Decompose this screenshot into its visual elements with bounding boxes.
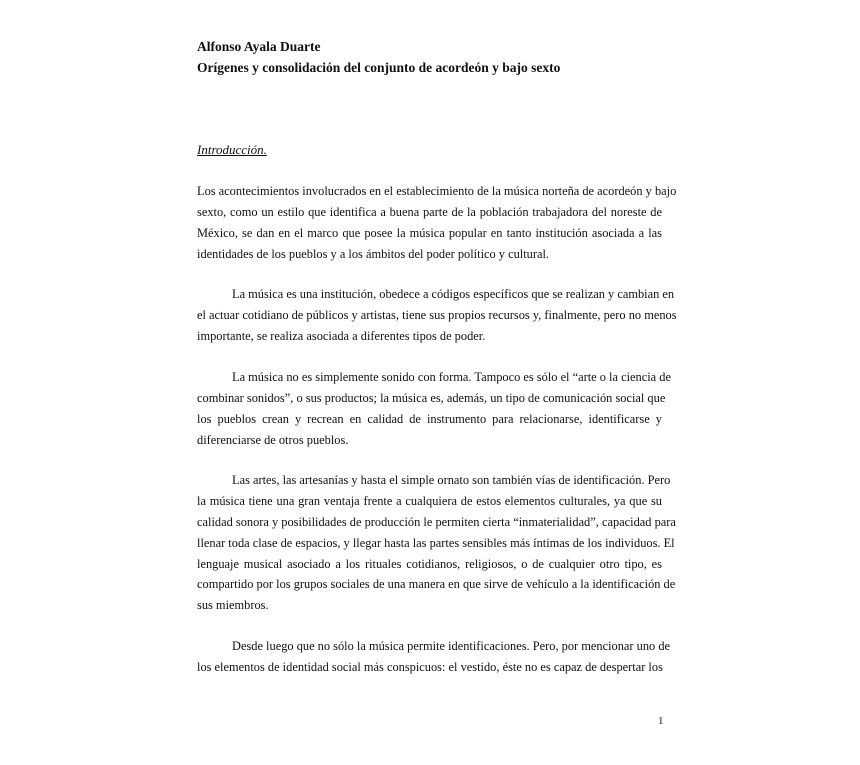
author-name: Alfonso Ayala Duarte bbox=[197, 39, 321, 54]
paragraph-line: sus miembros. bbox=[197, 598, 269, 613]
paragraph-line: lenguaje musical asociado a los rituales cotidianos, religiosos, o de cualquier otro tipo, es bbox=[197, 556, 662, 571]
paragraph-line: Los acontecimientos involucrados en el establecimiento de la música norteña de acordeón y bajo bbox=[197, 184, 677, 198]
paragraph-line: Las artes, las artesanías y hasta el simple ornato son también vías de identificación. Pero bbox=[232, 473, 671, 487]
paragraph-line: diferenciarse de otros pueblos. bbox=[197, 432, 349, 447]
document-title: Orígenes y consolidación del conjunto de acordeón y bajo sexto bbox=[197, 60, 561, 75]
page-number: 1 bbox=[658, 715, 664, 727]
paragraph-line: compartido por los grupos sociales de una manera en que sirve de vehículo a la identificación de bbox=[197, 577, 676, 592]
paragraph-line: México, se dan en el marco que posee la música popular en tanto institución asociada a las bbox=[197, 225, 662, 240]
paragraph-line: combinar sonidos”, o sus productos; la música es, además, un tipo de comunicación social que bbox=[197, 390, 666, 405]
paragraph-line: sexto, como un estilo que identifica a buena parte de la población trabajadora del noreste de bbox=[197, 204, 662, 219]
paragraph-line: importante, se realiza asociada a diferentes tipos de poder. bbox=[197, 328, 486, 343]
paragraph-line: La música no es simplemente sonido con forma. Tampoco es sólo el “arte o la ciencia de bbox=[232, 370, 671, 384]
paragraph-line: identidades de los pueblos y a los ámbitos del poder político y cultural. bbox=[197, 246, 550, 261]
paragraph-line: Desde luego que no sólo la música permite identificaciones. Pero, por mencionar uno de bbox=[232, 639, 671, 653]
paragraph-line: los elementos de identidad social más conspicuos: el vestido, éste no es capaz de despertar los bbox=[197, 659, 663, 674]
paragraph-line: llenar toda clase de espacios, y llegar hasta las partes sensibles más íntimas de los individuos. El bbox=[197, 535, 675, 550]
paragraph-4 bbox=[197, 470, 676, 616]
paragraph-line: la música tiene una gran ventaja frente a cualquiera de estos elementos culturales, ya que su bbox=[197, 493, 662, 508]
paragraph-3 bbox=[197, 367, 671, 451]
paragraph-1 bbox=[197, 181, 677, 265]
paragraph-line: La música es una institución, obedece a códigos específicos que se realizan y cambian en bbox=[232, 287, 675, 301]
paragraph-line: calidad sonora y posibilidades de producción le permiten cierta “inmaterialidad”, capacidad para bbox=[197, 514, 676, 529]
paragraph-2 bbox=[197, 284, 677, 347]
section-heading: Introducción. bbox=[197, 142, 267, 157]
paragraph-line: los pueblos crean y recrean en calidad de instrumento para relacionarse, identificarse y bbox=[197, 411, 662, 426]
paragraph-line: el actuar cotidiano de públicos y artistas, tiene sus propios recursos y, finalmente, pero no menos bbox=[197, 307, 677, 322]
paragraph-5 bbox=[197, 636, 671, 678]
